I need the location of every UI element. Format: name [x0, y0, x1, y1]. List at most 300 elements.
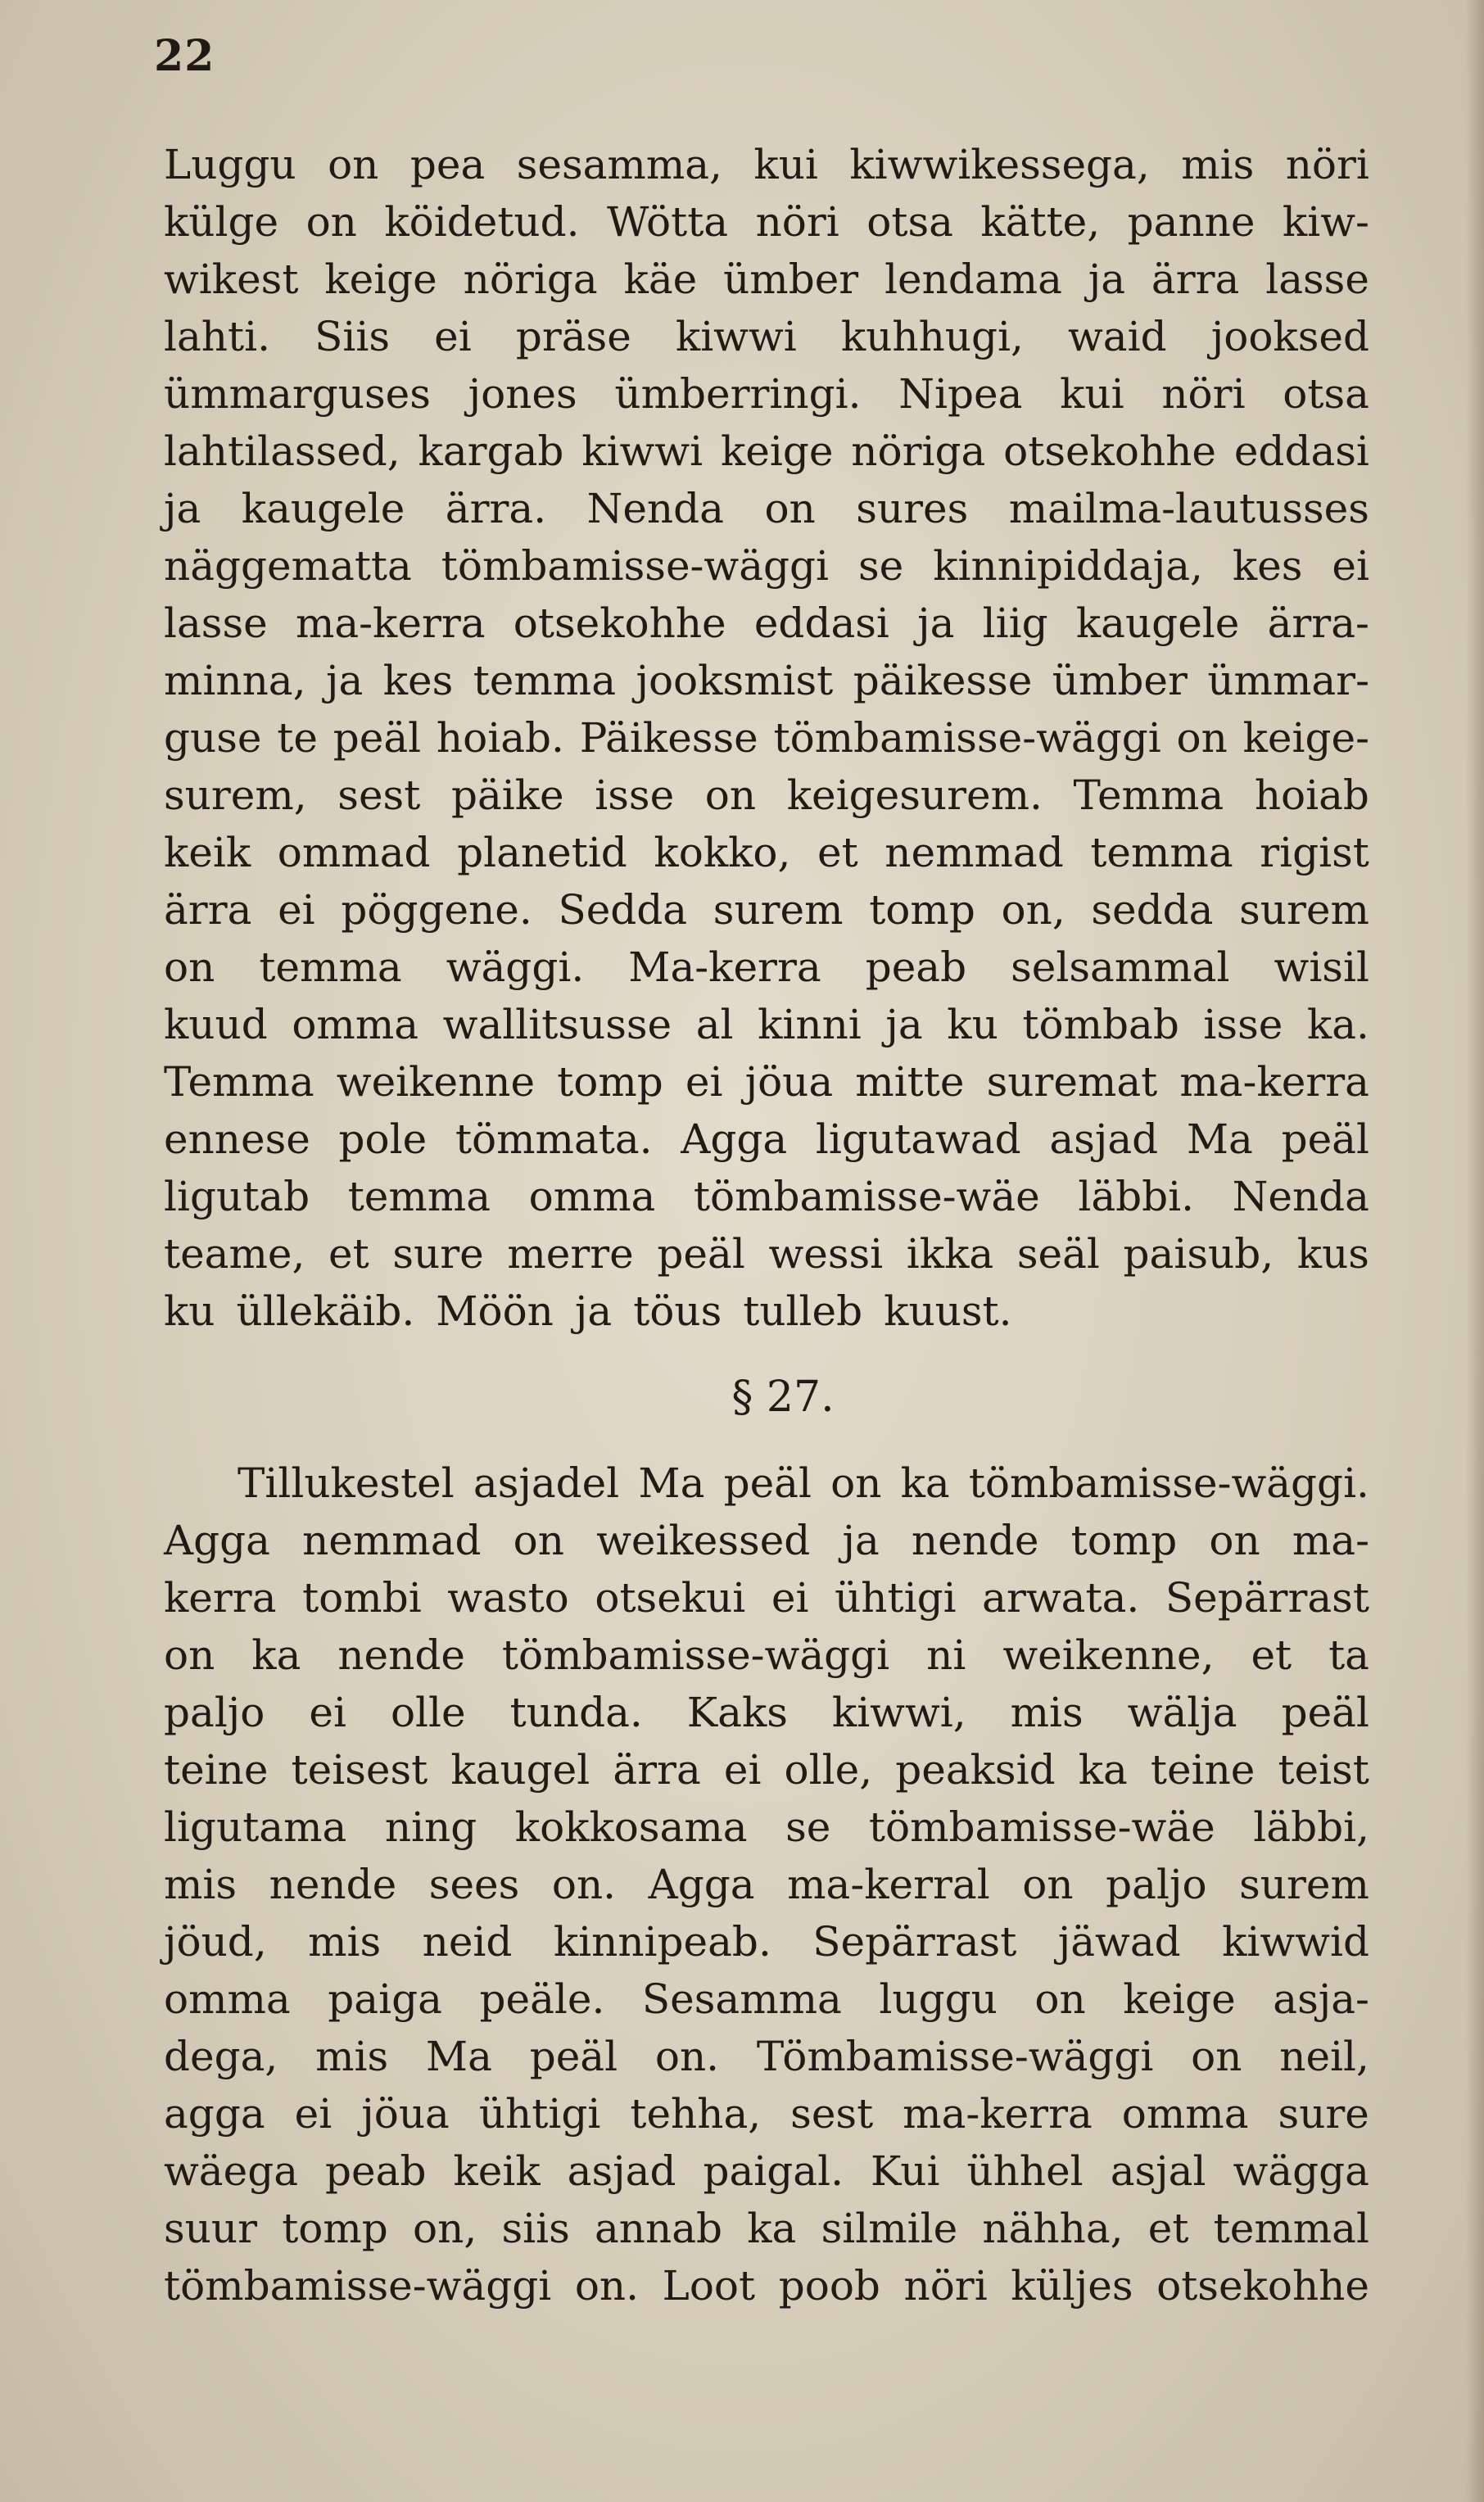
word: pea: [409, 141, 486, 188]
word: nende: [337, 1631, 465, 1679]
word: otsa: [1283, 370, 1369, 418]
text-line: [164, 1970, 1369, 2028]
word: Tillukestel: [238, 1459, 455, 1507]
word: kokkosama: [514, 1803, 748, 1851]
word: Kaks: [686, 1689, 788, 1736]
word: ei: [434, 313, 472, 360]
text-line: [164, 939, 1369, 996]
word: Nipea: [898, 370, 1023, 418]
word: dega,: [164, 2033, 278, 2080]
word: kuhhugi,: [840, 313, 1024, 360]
word: mis: [1010, 1689, 1084, 1736]
word: kaugel: [450, 1746, 590, 1794]
word: peäl: [657, 1230, 745, 1278]
word: ka: [1078, 1746, 1128, 1794]
word: tömbamisse-wäggi: [501, 1631, 890, 1679]
text-line: [164, 767, 1369, 824]
word: luggu: [879, 1975, 998, 2023]
text-line: [164, 996, 1369, 1053]
word: sure: [1278, 2090, 1369, 2138]
word: eddasi: [1233, 428, 1369, 475]
word: keigesurem.: [786, 771, 1043, 819]
text-line: [164, 1053, 1369, 1111]
word: ja: [325, 657, 364, 704]
word: ku: [947, 1001, 998, 1048]
word: Nenda: [586, 485, 724, 532]
word: hoiab: [1254, 771, 1369, 819]
word: ja: [917, 599, 955, 647]
word: ennese: [164, 1115, 310, 1163]
word: kes: [382, 657, 454, 704]
word: kiwwi: [675, 313, 797, 360]
word: töus: [633, 1287, 722, 1335]
word: tömbamisse-wäggi: [441, 542, 830, 590]
word: ligutama: [164, 1803, 347, 1851]
word: poob: [778, 2262, 880, 2310]
text-line: [164, 824, 1369, 881]
word: temma: [347, 1173, 491, 1220]
text-line: [164, 1512, 1369, 1569]
word: kiwwi: [581, 428, 704, 475]
word: otsekohhe: [1003, 428, 1216, 475]
word: nöriga: [463, 256, 598, 303]
word: Temma: [164, 1058, 314, 1106]
word: surem: [713, 886, 844, 934]
word: Tömbamisse-wäggi: [756, 2033, 1154, 2080]
word: on: [704, 771, 757, 819]
word: on: [305, 198, 357, 246]
word: ei: [1332, 542, 1369, 590]
word: silmile: [821, 2205, 958, 2252]
word: kerra: [164, 1574, 277, 1622]
word: külge: [164, 198, 279, 246]
word: nöriga: [851, 428, 986, 475]
word: tomp: [282, 2205, 388, 2252]
word: nende: [911, 1517, 1039, 1564]
word: temma: [473, 657, 617, 704]
text-line: [164, 709, 1369, 767]
word: paigal.: [703, 2147, 844, 2195]
word: ümber: [1052, 657, 1188, 704]
word: paljo: [1106, 1861, 1207, 1908]
text-line: [164, 1225, 1369, 1283]
word: tömbamisse-wäe: [868, 1803, 1215, 1851]
word: ümmar-: [1207, 657, 1369, 704]
word: ei: [294, 2090, 333, 2138]
word: omma: [1121, 2090, 1249, 2138]
word: sest: [337, 771, 421, 819]
word: peab: [865, 943, 967, 991]
word: surem,: [164, 771, 307, 819]
word: otsekohhe: [1156, 2262, 1369, 2310]
word: wallitsusse: [442, 1001, 672, 1048]
word: pöggene.: [341, 886, 532, 934]
word: üllekäib.: [236, 1287, 415, 1335]
word: peab: [325, 2147, 427, 2195]
word: teist: [1278, 1746, 1369, 1794]
word: waid: [1068, 313, 1167, 360]
text-line: [164, 193, 1369, 251]
text-line: [164, 1913, 1369, 1970]
word: käe: [623, 256, 698, 303]
word: et: [1251, 1631, 1292, 1679]
word: isse: [595, 771, 675, 819]
word: ka: [251, 1631, 301, 1679]
word: wikest: [164, 256, 299, 303]
word: Wötta: [607, 198, 729, 246]
word: ja: [574, 1287, 613, 1335]
text-line: [164, 1455, 1369, 1512]
word: ni: [926, 1631, 966, 1679]
word: on,: [413, 2205, 477, 2252]
word: on: [328, 141, 379, 188]
word: Temma: [1073, 771, 1224, 819]
word: asjad: [1049, 1115, 1159, 1163]
word: nöri: [1285, 141, 1369, 188]
word: weikenne: [336, 1058, 536, 1106]
word: ei: [723, 1746, 762, 1794]
word: mailma-lautusses: [1008, 485, 1369, 532]
word: jöua: [361, 2090, 450, 2138]
word: sees: [428, 1861, 520, 1908]
word: kus: [1296, 1230, 1369, 1278]
word: peäl: [1281, 1689, 1369, 1736]
word: paisub,: [1123, 1230, 1274, 1278]
word: peäl: [333, 714, 422, 762]
word: mis: [164, 1861, 238, 1908]
paragraph-after: [164, 1455, 1369, 2314]
word: Ma: [638, 1459, 705, 1507]
word: pole: [338, 1115, 428, 1163]
word: ka: [900, 1459, 950, 1507]
word: lendama: [885, 256, 1062, 303]
word: on: [830, 1459, 882, 1507]
word: ärra: [1151, 256, 1240, 303]
word: kui: [1060, 370, 1124, 418]
word: wälja: [1127, 1689, 1237, 1736]
word: te: [277, 714, 318, 762]
word: et: [817, 829, 858, 876]
word: ka: [747, 2205, 797, 2252]
word: tomp: [869, 886, 975, 934]
text-line: [164, 1856, 1369, 1913]
word: tomp: [557, 1058, 663, 1106]
word: et: [328, 1230, 369, 1278]
word: lasse: [1265, 256, 1369, 303]
word: keige-: [1242, 714, 1369, 762]
word: wäggi.: [446, 943, 585, 991]
word: hoiab.: [436, 714, 564, 762]
word: läbbi,: [1253, 1803, 1369, 1851]
word: merre: [507, 1230, 634, 1278]
word: küljes: [1011, 2262, 1133, 2310]
word: nöri: [1161, 370, 1246, 418]
word: jäwad: [1057, 1918, 1181, 1966]
word: jöud,: [164, 1918, 267, 1966]
word: Luggu: [164, 141, 296, 188]
text-line: [164, 652, 1369, 709]
word: keik: [164, 829, 251, 876]
word: ei: [278, 886, 315, 934]
word: tömbamisse-wäe: [693, 1173, 1040, 1220]
word: ikka: [906, 1230, 994, 1278]
word: ja: [164, 485, 201, 532]
text-line: [164, 1741, 1369, 1798]
text-line: [164, 2257, 1369, 2314]
word: tömmata.: [455, 1115, 653, 1163]
word: isse: [1203, 1001, 1283, 1048]
word: tömbamisse-wäggi.: [968, 1459, 1369, 1507]
word: kuud: [164, 1001, 268, 1048]
word: omma: [528, 1173, 656, 1220]
word: wasto: [447, 1574, 569, 1622]
word: kinni: [758, 1001, 862, 1048]
text-line: [164, 1627, 1369, 1684]
word: temma: [259, 943, 402, 991]
word: wägga: [1233, 2147, 1369, 2195]
word: ta: [1328, 1631, 1369, 1679]
word: neil,: [1279, 2033, 1369, 2080]
word: kätte,: [980, 198, 1101, 246]
word: al: [695, 1001, 734, 1048]
text-line: [164, 2085, 1369, 2142]
word: ärra: [164, 886, 252, 934]
word: on: [1176, 714, 1228, 762]
word: ku: [164, 1287, 215, 1335]
word: ommad: [277, 829, 431, 876]
word: sedda: [1091, 886, 1214, 934]
word: ligutawad: [815, 1115, 1021, 1163]
word: Ma: [1186, 1115, 1253, 1163]
word: mis: [315, 2033, 389, 2080]
word: teame,: [164, 1230, 305, 1278]
word: tömbab: [1022, 1001, 1179, 1048]
word: neid: [422, 1918, 513, 1966]
word: näggematta: [164, 542, 412, 590]
word: temmal: [1213, 2205, 1369, 2252]
word: jones: [468, 370, 577, 418]
word: teisest: [291, 1746, 428, 1794]
word: kes: [1232, 542, 1303, 590]
word: jooksmist: [636, 657, 834, 704]
word: sesamma,: [516, 141, 722, 188]
word: Sepärrast: [1165, 1574, 1369, 1622]
word: on: [1209, 1517, 1260, 1564]
word: olle: [390, 1689, 466, 1736]
word: Sedda: [558, 886, 688, 934]
text-line: [164, 595, 1369, 652]
word: keige: [324, 256, 437, 303]
word: eddasi: [753, 599, 889, 647]
word: päikesse: [853, 657, 1033, 704]
word: kargab: [418, 428, 564, 475]
text-line: [164, 1111, 1369, 1168]
word: kinnipiddaja,: [933, 542, 1203, 590]
text-line: [164, 2028, 1369, 2085]
word: Sesamma: [641, 1975, 842, 2023]
word: ümberringi.: [614, 370, 862, 418]
word: tömbamisse-wäggi: [164, 2262, 552, 2310]
word: on: [764, 485, 816, 532]
word: on.: [654, 2033, 720, 2080]
word: wäega: [164, 2147, 299, 2195]
word: se: [785, 1803, 831, 1851]
word: jooksed: [1210, 313, 1369, 360]
word: Sepärrast: [812, 1918, 1017, 1966]
word: peäl: [529, 2033, 618, 2080]
word: Nenda: [1232, 1173, 1369, 1220]
word: selsammal: [1011, 943, 1230, 991]
word: otsekohhe: [513, 599, 726, 647]
word: ma-: [1292, 1517, 1369, 1564]
word: ja: [842, 1517, 880, 1564]
word: kiwwi,: [831, 1689, 966, 1736]
word: keige: [720, 428, 834, 475]
word: se: [858, 542, 904, 590]
word: ma-kerra: [1179, 1058, 1369, 1106]
word: keik: [453, 2147, 541, 2195]
text-line: [164, 2200, 1369, 2257]
word: ümmarguses: [164, 370, 431, 418]
word: siis: [501, 2205, 570, 2252]
text-line: [164, 1168, 1369, 1225]
word: Ma-kerra: [628, 943, 821, 991]
word: ka.: [1306, 1001, 1369, 1048]
word: paljo: [164, 1689, 265, 1736]
word: mis: [308, 1918, 382, 1966]
word: ärra-: [1267, 599, 1369, 647]
text-line: [164, 1569, 1369, 1627]
page-edge-shadow: [1466, 0, 1484, 2502]
word: on: [1191, 2033, 1242, 2080]
word: minna,: [164, 657, 306, 704]
word: ei: [685, 1058, 723, 1106]
word: temma: [1090, 829, 1233, 876]
word: on: [513, 1517, 564, 1564]
word: ühhel: [966, 2147, 1084, 2195]
word: päike: [450, 771, 564, 819]
word: ma-kerral: [787, 1861, 990, 1908]
word: et: [1147, 2205, 1189, 2252]
word: Agga: [681, 1115, 788, 1163]
word: kiwwikessega,: [849, 141, 1150, 188]
text-line: [164, 136, 1369, 193]
word: mitte: [855, 1058, 965, 1106]
word: kiwwid: [1222, 1918, 1369, 1966]
word: annab: [594, 2205, 723, 2252]
word: kaugele: [241, 485, 405, 532]
word: Loot: [662, 2262, 756, 2310]
word: teine: [1150, 1746, 1256, 1794]
word: wisil: [1274, 943, 1369, 991]
word: seäl: [1016, 1230, 1100, 1278]
word: suur: [164, 2205, 257, 2252]
word: guse: [164, 714, 262, 762]
text-line: [164, 308, 1369, 365]
word: lahtilassed,: [164, 428, 400, 475]
word: ligutab: [164, 1173, 310, 1220]
word: weikessed: [596, 1517, 811, 1564]
word: kiw-: [1282, 198, 1369, 246]
word: ei: [771, 1574, 809, 1622]
word: jöua: [744, 1058, 834, 1106]
word: ühtigi: [478, 2090, 601, 2138]
text-line: [164, 1283, 1369, 1340]
word: panne: [1127, 198, 1256, 246]
word: köidetud.: [384, 198, 580, 246]
word: mis: [1181, 141, 1255, 188]
word: lahti.: [164, 313, 270, 360]
word: tunda.: [509, 1689, 643, 1736]
word: kuust.: [884, 1287, 1012, 1335]
word: peäl: [1281, 1115, 1369, 1163]
text-line: [164, 423, 1369, 480]
word: keige: [1123, 1975, 1236, 2023]
word: ja: [1088, 256, 1126, 303]
section-heading: § 27.: [731, 1373, 835, 1422]
word: on: [1034, 1975, 1086, 2023]
word: liig: [982, 599, 1048, 647]
word: otsa: [866, 198, 953, 246]
word: olle,: [784, 1746, 873, 1794]
word: omma: [292, 1001, 419, 1048]
page-number: 22: [154, 31, 215, 81]
word: wessi: [768, 1230, 884, 1278]
word: teine: [164, 1746, 269, 1794]
word: agga: [164, 2090, 265, 2138]
word: nöri: [903, 2262, 988, 2310]
word: nende: [269, 1861, 397, 1908]
text-line: [164, 1798, 1369, 1856]
word: kokko,: [654, 829, 791, 876]
word: paiga: [328, 1975, 442, 2023]
word: lasse: [164, 599, 268, 647]
word: Siis: [314, 313, 390, 360]
word: Kui: [871, 2147, 940, 2195]
word: on: [1022, 1861, 1074, 1908]
word: kui: [753, 141, 818, 188]
word: omma: [164, 1975, 291, 2023]
word: tömbamisse-wäggi: [773, 714, 1161, 762]
word: otsekui: [595, 1574, 746, 1622]
word: Möön: [436, 1287, 554, 1335]
text-line: [164, 365, 1369, 423]
word: surem: [1239, 886, 1369, 934]
word: weikenne,: [1002, 1631, 1215, 1679]
text-line: [164, 537, 1369, 595]
word: on,: [1001, 886, 1065, 934]
word: ümber: [723, 256, 859, 303]
word: asjad: [567, 2147, 676, 2195]
text-line: [164, 2142, 1369, 2200]
word: präse: [515, 313, 631, 360]
word: sure: [392, 1230, 484, 1278]
word: suremat: [986, 1058, 1158, 1106]
word: peäle.: [479, 1975, 605, 2023]
word: ei: [309, 1689, 346, 1736]
text-line: [164, 881, 1369, 939]
word: on: [164, 1631, 215, 1679]
word: peaksid: [895, 1746, 1056, 1794]
word: ma-kerra: [295, 599, 486, 647]
word: nemmad: [302, 1517, 482, 1564]
word: on.: [574, 2262, 640, 2310]
word: asja-: [1273, 1975, 1369, 2023]
word: ma-kerra: [903, 2090, 1093, 2138]
word: rigist: [1260, 829, 1369, 876]
word: arwata.: [982, 1574, 1140, 1622]
word: ning: [384, 1803, 477, 1851]
